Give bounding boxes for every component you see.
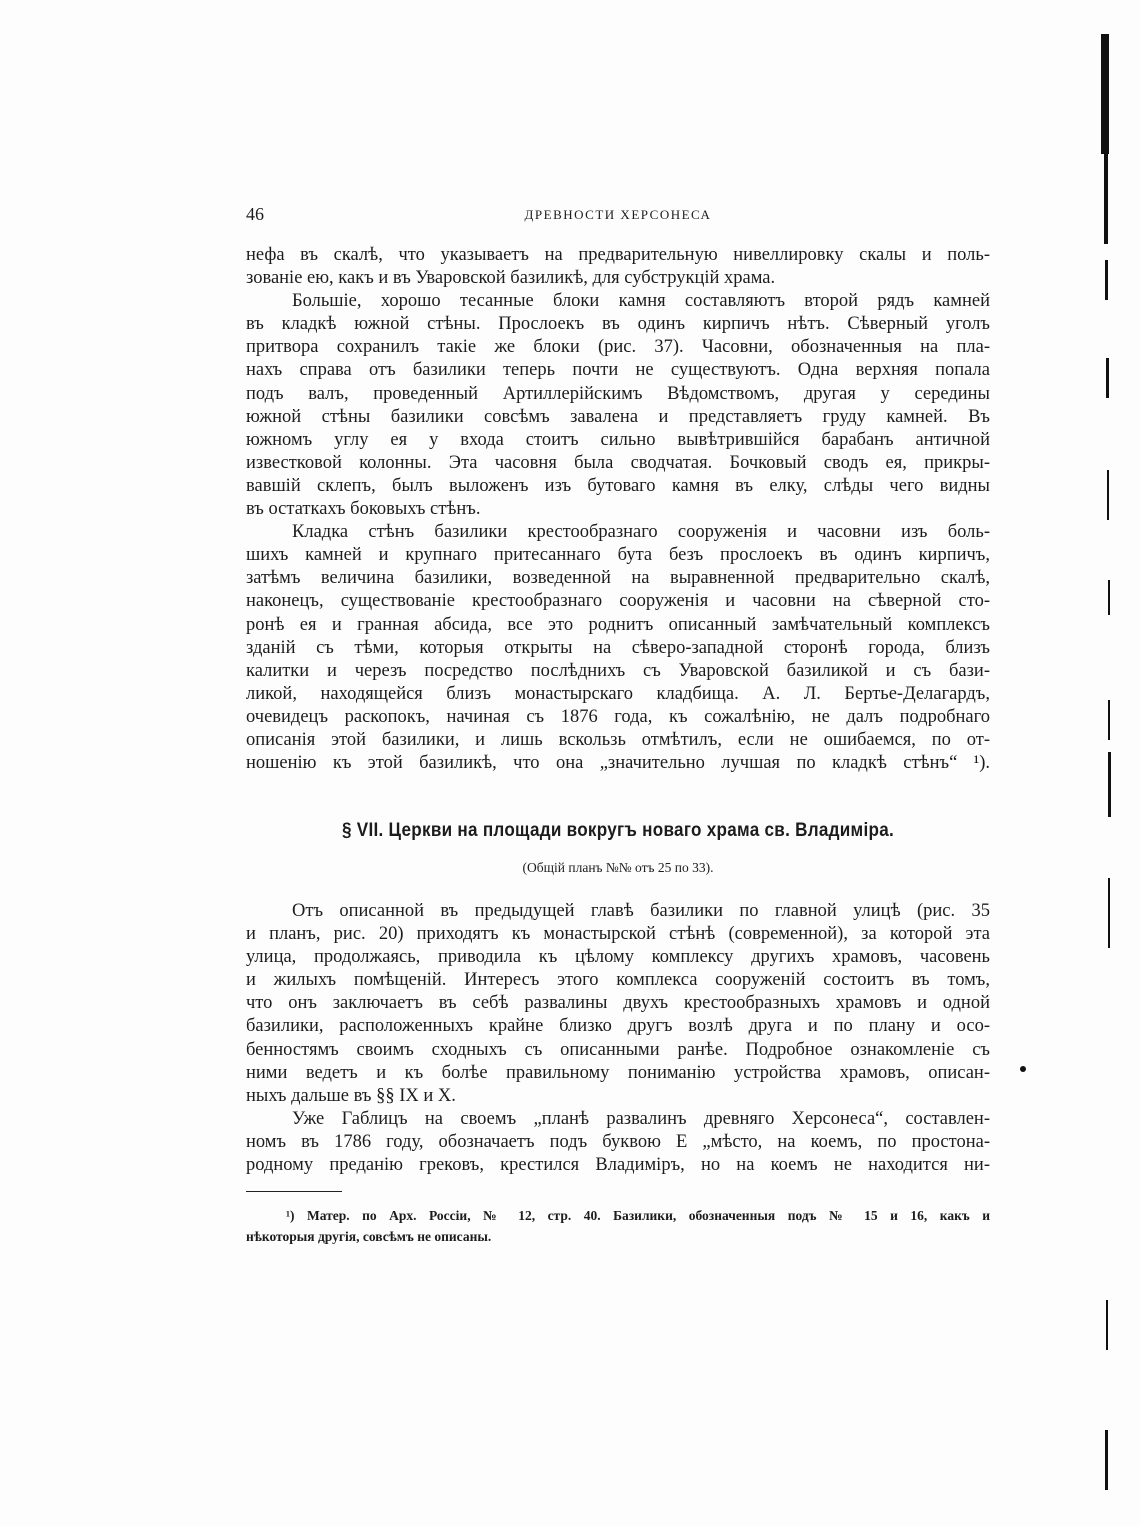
text-line: номъ въ 1786 году, обозначаетъ подъ буквою Е „мѣсто, на коемъ, по простона-	[246, 1131, 990, 1152]
text-line: ними ведетъ и къ болѣе правильному пониманію устройства храмовъ, описан-	[246, 1062, 990, 1083]
text-line: базилики, расположенныхъ крайне близко другъ возлѣ друга и по плану и осо-	[246, 1016, 990, 1037]
scan-edge-mark	[1020, 1066, 1026, 1072]
text-line: затѣмъ величина базилики, возведенной на выравненной предварительно скалѣ,	[246, 568, 990, 589]
scan-edge-mark	[1108, 752, 1111, 817]
text-line: что онъ заключаетъ въ себѣ развалины двухъ крестообразныхъ храмовъ и одной	[246, 993, 990, 1014]
text-line: и жилыхъ помѣщеній. Интересъ этого комплекса сооруженій состоитъ въ томъ,	[246, 970, 990, 991]
text-line: зованіе ею, какъ и въ Уваровской базиликѣ, для субструкцій храма.	[246, 268, 776, 289]
text-line: шихъ камней и крупнаго притесаннаго бута безъ прослоекъ въ одинъ кирпичъ,	[246, 545, 990, 566]
text-line: притвора сохранилъ такіе же блоки (рис. 37). Часовни, обозначенныя на пла-	[246, 337, 990, 358]
text-line: очевидецъ раскопокъ, начиная съ 1876 года, къ сожалѣнію, не далъ подробнаго	[246, 706, 990, 727]
text-line: улица, продолжаясь, приводила къ цѣлому комплексу другихъ храмовъ, часовень	[246, 947, 990, 968]
text-line: южной стѣны базилики совсѣмъ завалена и представляетъ груду камней. Въ	[246, 406, 990, 427]
text-line: нефа въ скалѣ, что указываетъ на предварительную нивеллировку скалы и поль-	[246, 245, 990, 265]
text-line: нахъ справа отъ базилики теперь почти не существуютъ. Одна верхняя попала	[246, 360, 990, 381]
text-line: ликой, находящейся близъ монастырскаго кладбища. А. Л. Бертье-Делагардъ,	[246, 683, 990, 704]
text-line: въ остаткахъ боковыхъ стѣнъ.	[246, 499, 481, 520]
running-header	[246, 204, 990, 228]
text-line: и планъ, рис. 20) приходятъ къ монастырской стѣнѣ (современной), за которой эта	[246, 924, 990, 945]
text-line: Отъ описанной въ предыдущей главѣ базилики по главной улицѣ (рис. 35	[292, 901, 990, 921]
text-line: Уже Габлицъ на своемъ „планѣ развалинъ древняго Херсонеса“, составлен-	[292, 1108, 990, 1129]
text-line: известковой колонны. Эта часовня была сводчатая. Бочковый сводъ ея, прикры-	[246, 452, 990, 473]
section-heading: § VII. Церкви на площади вокругъ новаго храма св. Владиміра.	[341, 820, 895, 841]
text-line: описанія этой базилики, и лишь вскользь отмѣтилъ, если не ошибаемся, по от-	[246, 729, 990, 750]
section-subheading: (Общій планъ №№ отъ 25 по 33).	[522, 860, 714, 875]
text-line: подъ валъ, проведенный Артиллерійскимъ Вѣдомствомъ, другая у середины	[246, 383, 990, 404]
paragraph	[246, 521, 990, 775]
text-line: наконецъ, существованіе крестообразнаго сооруженія и часовни на сѣверной сто-	[246, 591, 990, 612]
text-line: Кладка стѣнъ базилики крестообразнаго сооруженія и часовни изъ боль-	[292, 522, 990, 543]
text-line: въ кладкѣ южной стѣны. Прослоекъ въ одинъ кирпичъ нѣтъ. Сѣверный уголъ	[246, 314, 990, 335]
text-line: калитки и черезъ посредство послѣднихъ съ Уваровской базиликой и съ бази-	[246, 660, 990, 681]
paragraph	[246, 290, 990, 521]
scan-edge-mark	[1104, 154, 1108, 244]
text-line: ронѣ ея и гранная абсида, все это роднитъ описанный замѣчательный комплексъ	[246, 614, 990, 635]
paragraph	[246, 244, 990, 290]
text-line: ныхъ дальше въ §§ IX и X.	[246, 1085, 456, 1106]
paragraph	[246, 1108, 990, 1177]
scan-edge-mark	[1108, 878, 1110, 948]
text-line: зданій съ тѣми, которыя открыты на сѣверо-западной сторонѣ города, близъ	[246, 637, 990, 658]
footnote-line: нѣкоторыя другія, совсѣмъ не описаны.	[246, 1229, 492, 1244]
scan-edge-mark	[1106, 1300, 1108, 1350]
scan-edge-mark	[1105, 1430, 1108, 1490]
scan-edge-mark	[1101, 34, 1109, 154]
text-line: ношенію къ этой базиликѣ, что она „значительно лучшая по кладкѣ стѣнъ“ ¹).	[246, 753, 990, 774]
text-line: южномъ углу ея у входа стоитъ сильно вывѣтрившійся барабанъ античной	[246, 429, 990, 450]
text-line: вавшій склепъ, былъ выложенъ изъ бутоваго камня въ елку, слѣды чего видны	[246, 475, 990, 496]
scan-edge-mark	[1107, 470, 1109, 520]
page-number: 46	[246, 204, 264, 224]
footnote-line: ¹) Матер. по Арх. Россіи, № 12, стр. 40. Базилики, обозначенныя подъ № 15 и 16, какъ и	[286, 1208, 990, 1223]
text-line: бенностямъ своимъ сходныхъ съ описанными ранѣе. Подробное ознакомленіе съ	[246, 1039, 990, 1060]
footnote-rule	[246, 1191, 342, 1192]
footnote	[246, 1205, 990, 1247]
text-line: Большіе, хорошо тесанные блоки камня составляютъ второй рядъ камней	[292, 291, 990, 312]
text-line: родному преданію грековъ, крестился Владиміръ, но на коемъ не находится ни-	[246, 1155, 990, 1176]
scan-edge-mark	[1106, 358, 1109, 398]
scan-edge-mark	[1105, 260, 1108, 300]
paragraph	[246, 900, 990, 1108]
running-title: ДРЕВНОСТИ ХЕРСОНЕСА	[524, 207, 712, 222]
scan-edge-mark	[1108, 580, 1110, 615]
scan-edge-mark	[1108, 700, 1110, 740]
body-text-upper	[246, 244, 990, 775]
body-text-lower	[246, 900, 990, 1177]
